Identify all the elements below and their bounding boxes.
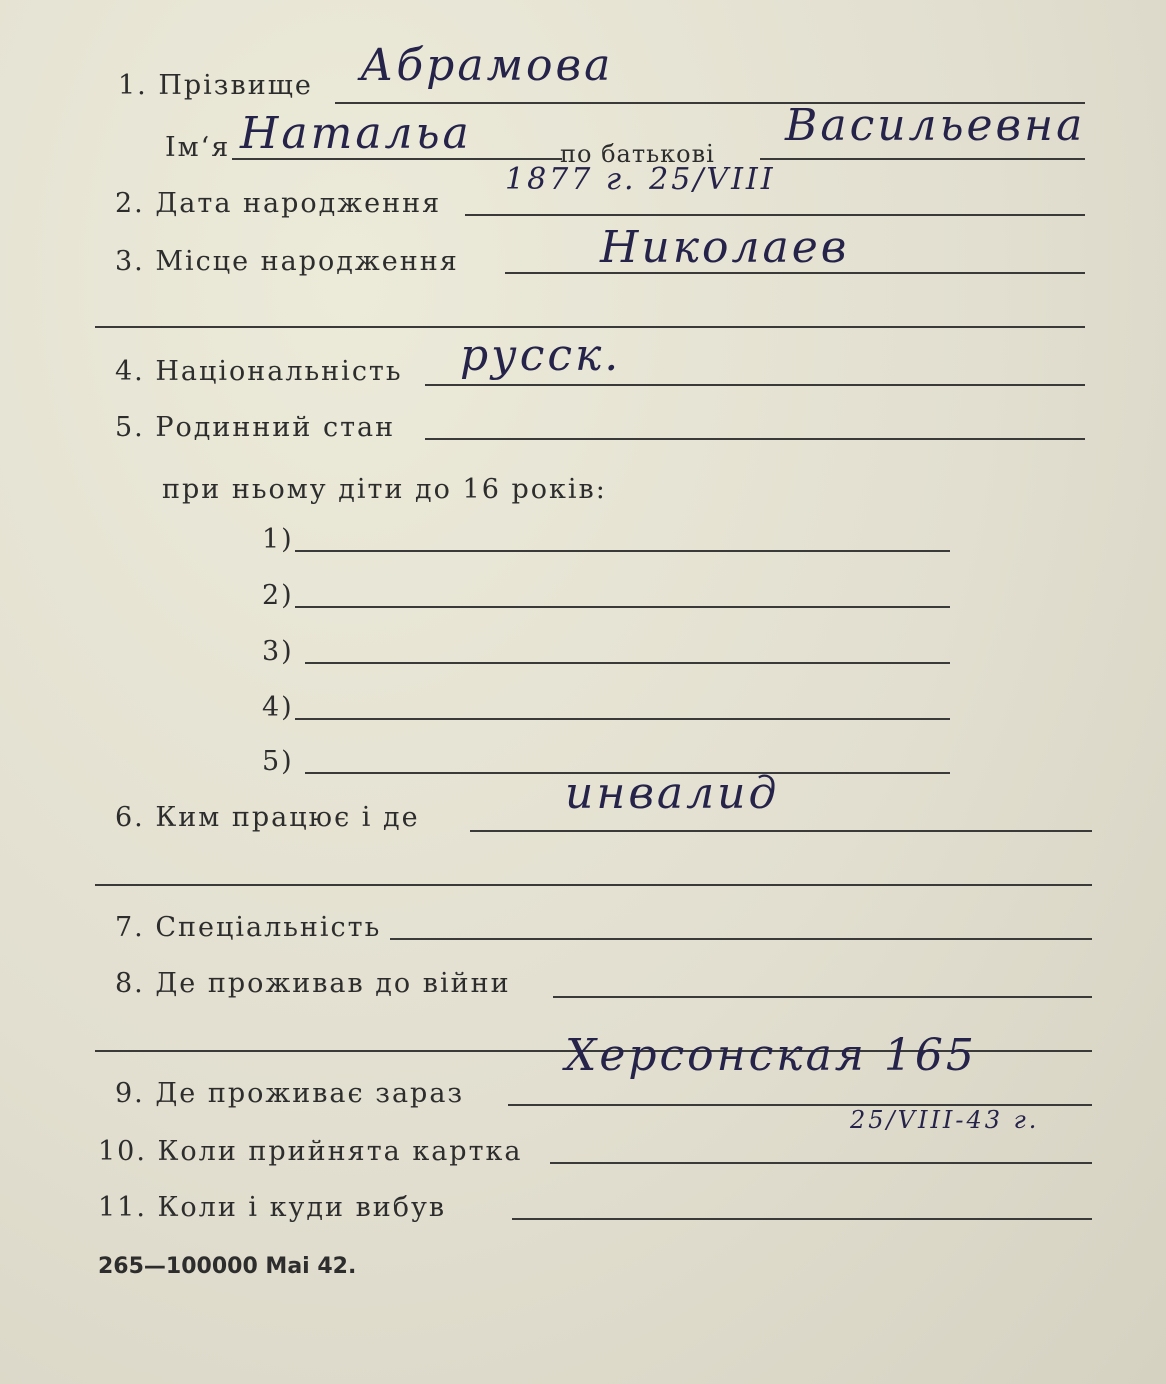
- occupation-value: инвалид: [565, 768, 780, 819]
- child-5-label: 5): [262, 746, 294, 777]
- card-accepted-label: 10. Коли прийнята картка: [98, 1136, 523, 1167]
- print-code: 265—100000 Mai 42.: [98, 1254, 357, 1279]
- birth-date-line: [465, 214, 1085, 216]
- specialty-line: [390, 938, 1092, 940]
- occupation-line: [470, 830, 1092, 832]
- first-name-label: Ім‘я: [165, 132, 231, 163]
- surname-value: Абрамова: [360, 40, 614, 91]
- child-4-label: 4): [262, 692, 294, 723]
- nationality-label: 4. Національність: [115, 356, 403, 387]
- departed-line: [512, 1218, 1092, 1220]
- child-3-label: 3): [262, 636, 294, 667]
- birth-place-value: Николаев: [600, 222, 850, 273]
- birth-date-value: 1877 г. 25/VIII: [505, 162, 776, 197]
- current-residence-value: Херсонская 165: [565, 1030, 977, 1081]
- child-1-line: [295, 550, 950, 552]
- child-1-label: 1): [262, 524, 294, 555]
- departed-label: 11. Коли і куди вибув: [98, 1192, 447, 1223]
- surname-label: 1. Прізвище: [118, 70, 313, 101]
- patronymic-label: по батькові: [560, 140, 715, 168]
- child-2-line: [295, 606, 950, 608]
- card-accepted-line: [550, 1162, 1092, 1164]
- birth-place-continuation-line: [95, 326, 1085, 328]
- child-2-label: 2): [262, 580, 294, 611]
- birth-place-label: 3. Місце народження: [115, 246, 459, 277]
- prewar-residence-label: 8. Де проживав до війни: [115, 968, 511, 999]
- family-status-line: [425, 438, 1085, 440]
- prewar-residence-line: [553, 996, 1092, 998]
- nationality-value: русск.: [460, 330, 622, 381]
- child-3-line: [305, 662, 950, 664]
- family-status-label: 5. Родинний стан: [115, 412, 396, 443]
- specialty-label: 7. Спеціальність: [115, 912, 382, 943]
- occupation-continuation-line: [95, 884, 1092, 886]
- occupation-label: 6. Ким працює і де: [115, 802, 420, 833]
- first-name-value: Натальа: [240, 108, 472, 159]
- children-label: при ньому діти до 16 років:: [162, 474, 607, 505]
- patronymic-line: [760, 158, 1085, 160]
- patronymic-value: Васильевна: [785, 100, 1086, 151]
- child-4-line: [295, 718, 950, 720]
- card-accepted-value: 25/VIII-43 г.: [850, 1106, 1040, 1134]
- current-residence-label: 9. Де проживає зараз: [115, 1078, 465, 1109]
- birth-date-label: 2. Дата народження: [115, 188, 442, 219]
- nationality-line: [425, 384, 1085, 386]
